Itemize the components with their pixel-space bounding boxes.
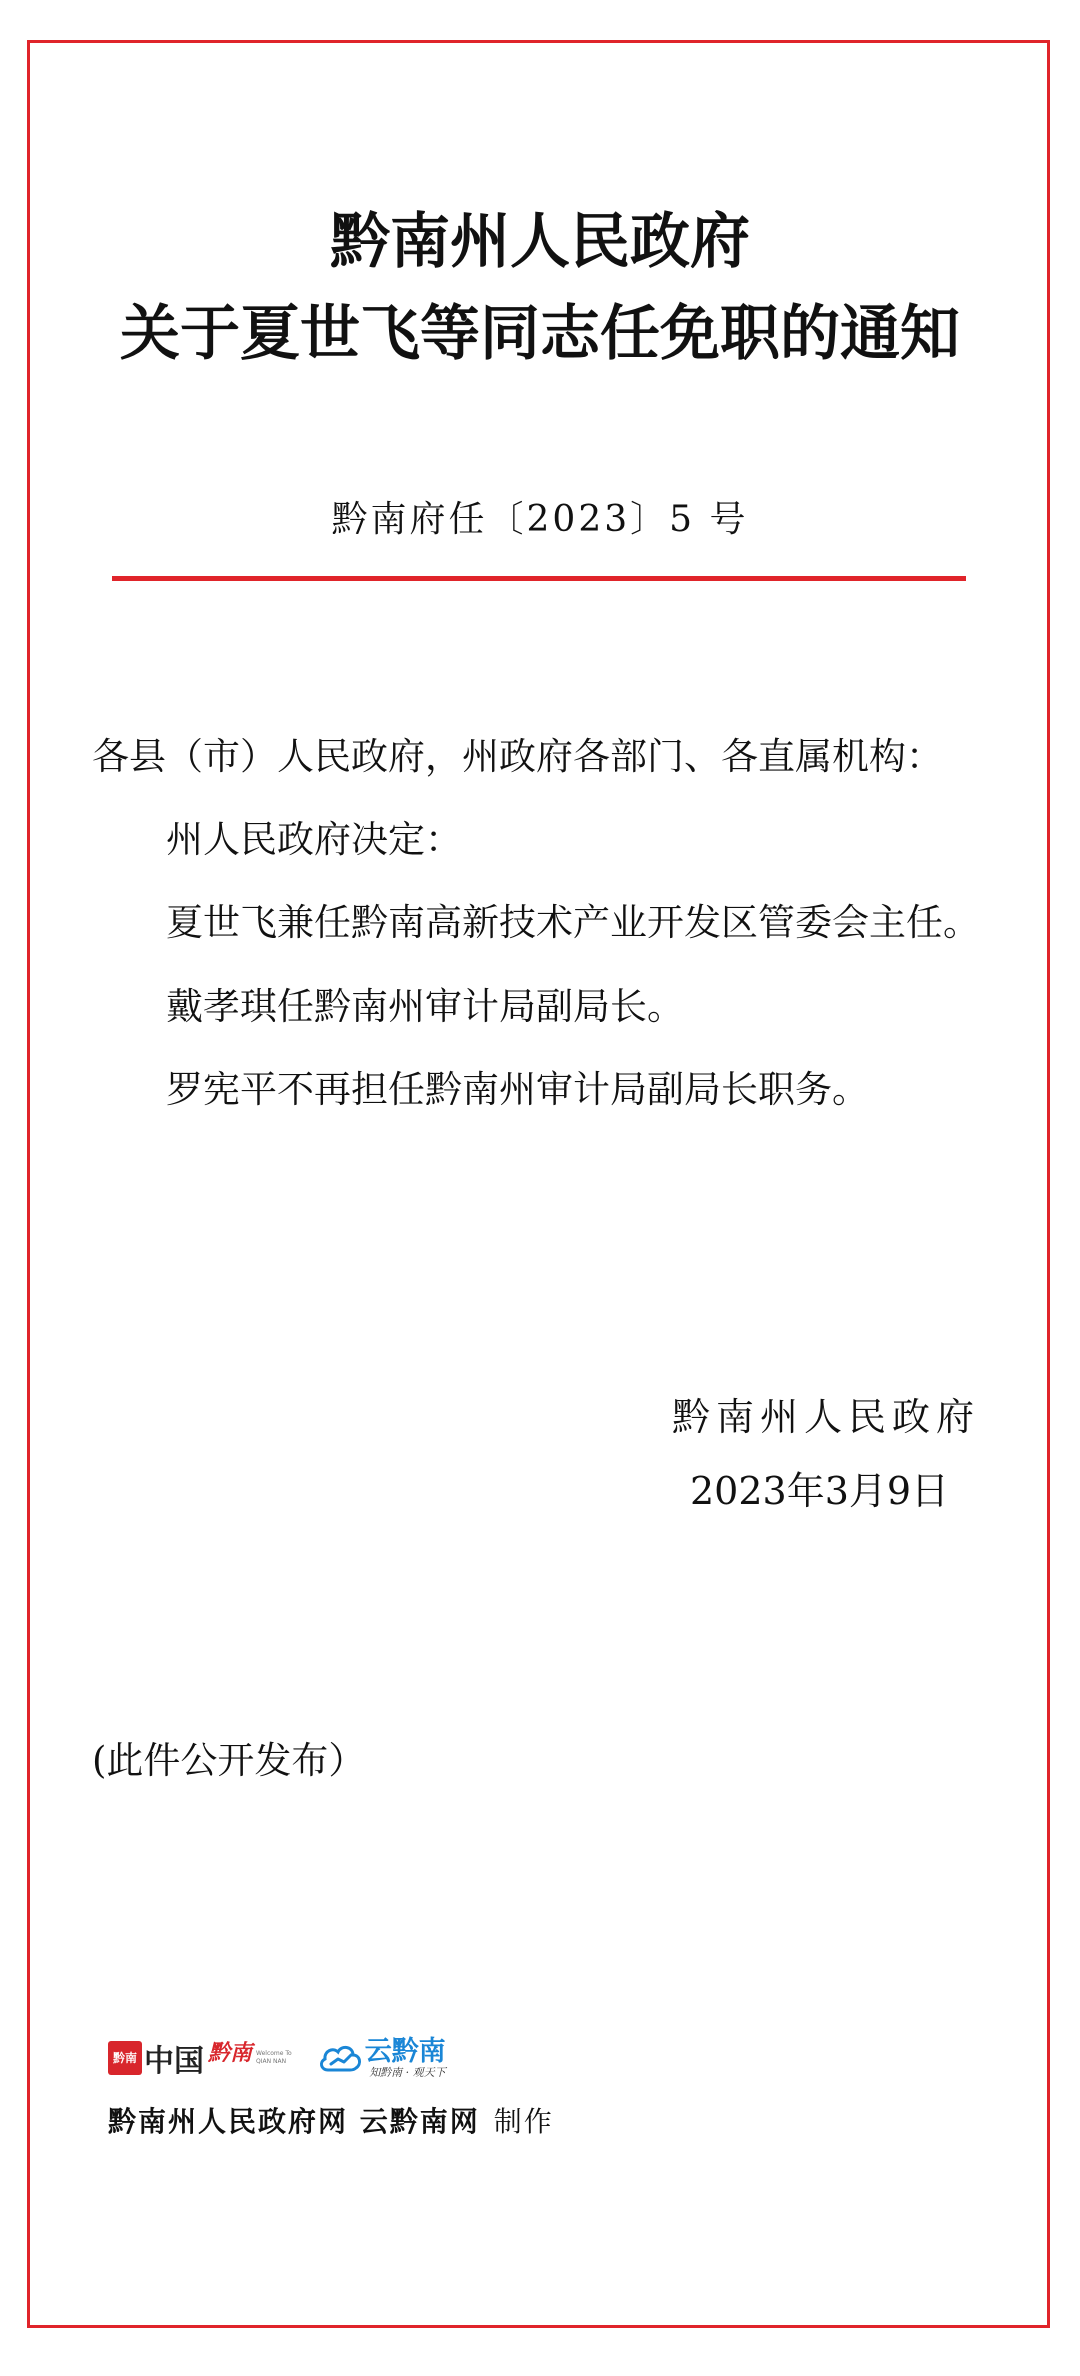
welcome-caption bbox=[256, 2050, 292, 2066]
document-number: 黔南府任〔2023〕5 号 bbox=[331, 499, 749, 540]
yun-qiannan-logo bbox=[318, 2036, 446, 2080]
body-paragraph: 州人民政府决定： bbox=[166, 818, 462, 861]
footer-credit-orgs: 黔南州人民政府网 云黔南网 bbox=[108, 2105, 480, 2138]
footer-logo-row bbox=[108, 2034, 446, 2082]
yun-qiannan-name: 云黔南 bbox=[364, 2036, 446, 2067]
public-release-note: (此件公开发布） bbox=[92, 1739, 366, 1782]
zhongguo-logo-text: 中国 bbox=[144, 2044, 204, 2079]
body-paragraph: 戴孝琪任黔南州审计局副局长。 bbox=[166, 985, 684, 1028]
footer-credit bbox=[108, 2103, 554, 2141]
signature-date: 2023年3月9日 bbox=[690, 1469, 950, 1513]
signature-issuer: 黔南州人民政府 bbox=[672, 1395, 981, 1439]
body-paragraph: 夏世飞兼任黔南高新技术产业开发区管委会主任。 bbox=[166, 901, 980, 944]
addressee-line: 各县（市）人民政府，州政府各部门、各直属机构： bbox=[92, 735, 943, 778]
document-title-line-1: 黔南州人民政府 bbox=[330, 207, 750, 277]
body-paragraph: 罗宪平不再担任黔南州审计局副局长职务。 bbox=[166, 1068, 869, 1111]
qiannan-portal-logo bbox=[108, 2036, 292, 2080]
red-divider-rule bbox=[112, 576, 966, 581]
cloud-icon bbox=[318, 2040, 362, 2076]
qiannan-seal-icon: 黔南 bbox=[108, 2041, 142, 2075]
yun-qiannan-slogan: 知黔南 · 观天下 bbox=[369, 2066, 446, 2079]
yun-qiannan-text-group bbox=[365, 2037, 446, 2079]
welcome-caption-line-2: QIAN NAN bbox=[256, 2058, 287, 2065]
qiannan-script-logo-text: 黔南 bbox=[208, 2039, 253, 2066]
footer-credit-suffix: 制作 bbox=[493, 2105, 554, 2138]
document-border bbox=[27, 40, 1050, 2328]
document-title-line-2: 关于夏世飞等同志任免职的通知 bbox=[120, 299, 960, 369]
welcome-caption-line-1: Welcome To bbox=[256, 2050, 292, 2057]
